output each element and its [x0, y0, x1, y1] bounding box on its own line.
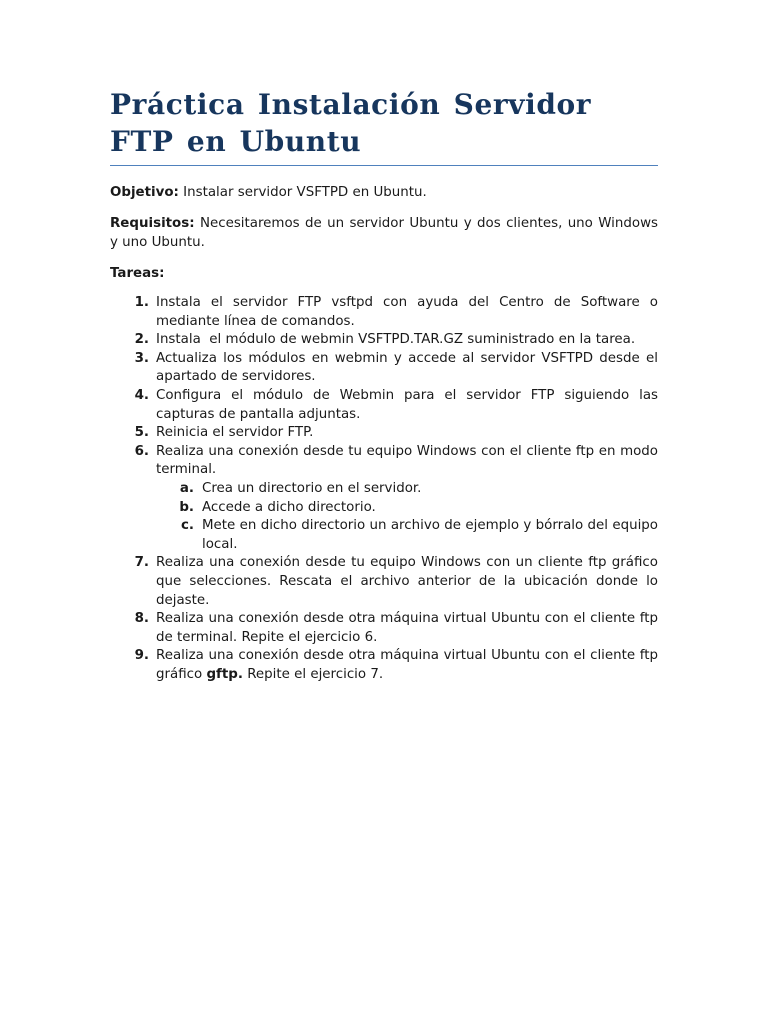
task-number: 6.	[134, 443, 149, 459]
task-item	[110, 647, 658, 684]
task-text: Actualiza los módulos en webmin y accede al servidor VSFTPD desde el apartado de servidores.	[156, 350, 658, 385]
requisitos-label: Requisitos:	[110, 216, 195, 231]
task-text: Instala el servidor FTP vsftpd con ayuda del Centro de Software o mediante línea de comandos.	[156, 295, 658, 329]
task-item	[110, 554, 658, 610]
task-text: Realiza una conexión desde otra máquina virtual Ubuntu con el cliente ftp de terminal. Repite el ejercicio 6.	[156, 611, 658, 645]
task-number: 4.	[134, 387, 149, 403]
task-text: Instala el módulo de webmin VSFTPD.TAR.GZ suministrado en la tarea.	[156, 332, 636, 348]
task-number: 9.	[134, 648, 149, 664]
requisitos-text: Necesitaremos de un servidor Ubuntu y dos clientes, uno Windows y uno Ubuntu.	[110, 216, 658, 250]
task-item	[110, 424, 658, 443]
subtask-letter: a.	[179, 480, 194, 496]
task-text: Realiza una conexión desde tu equipo Windows con el cliente ftp en modo terminal.	[156, 443, 658, 478]
tareas-heading: Tareas:	[110, 266, 165, 281]
subtask-list	[156, 480, 658, 554]
task-item	[110, 610, 658, 647]
page-title: Práctica Instalación Servidor FTP en Ubuntu	[110, 86, 658, 166]
document-page	[110, 86, 658, 684]
subtask-letter: c.	[180, 518, 194, 534]
task-number: 8.	[134, 611, 149, 627]
task-number: 3.	[134, 350, 149, 366]
subtask-text: Crea un directorio en el servidor.	[202, 480, 422, 496]
gftp-bold-text: gftp.	[206, 666, 243, 682]
task-text: Realiza una conexión desde tu equipo Windows con un cliente ftp gráfico que selecciones. Rescata el archivo anterior de la ubicación donde lo dejaste.	[156, 555, 658, 608]
subtask-letter: b.	[179, 499, 194, 515]
subtask-text: Accede a dicho directorio.	[202, 499, 376, 515]
objetivo-label: Objetivo:	[110, 185, 179, 200]
subtask-text: Mete en dicho directorio un archivo de ejemplo y bórralo del equipo local.	[202, 518, 658, 552]
task-number: 2.	[134, 332, 149, 348]
task-item	[110, 331, 658, 350]
task-number: 1.	[134, 295, 149, 310]
subtask-item	[156, 517, 658, 554]
task-text: Reinicia el servidor FTP.	[156, 425, 314, 441]
objetivo-paragraph	[110, 183, 658, 202]
objetivo-text: Instalar servidor VSFTPD en Ubuntu.	[178, 185, 427, 200]
task-item	[110, 350, 658, 387]
subtask-item	[156, 499, 658, 518]
task-text-after: Repite el ejercicio 7.	[242, 666, 384, 682]
subtask-item	[156, 480, 658, 499]
task-number: 5.	[134, 425, 149, 441]
task-number: 7.	[134, 555, 149, 571]
task-list	[110, 294, 658, 684]
task-item	[110, 387, 658, 424]
task-text: Configura el módulo de Webmin para el servidor FTP siguiendo las capturas de pantalla adjuntas.	[156, 387, 658, 422]
task-text-before: Realiza una conexión desde otra máquina virtual Ubuntu con el cliente ftp gráfico	[156, 648, 658, 682]
requisitos-paragraph	[110, 214, 658, 252]
task-item	[110, 294, 658, 331]
task-item	[110, 443, 658, 555]
